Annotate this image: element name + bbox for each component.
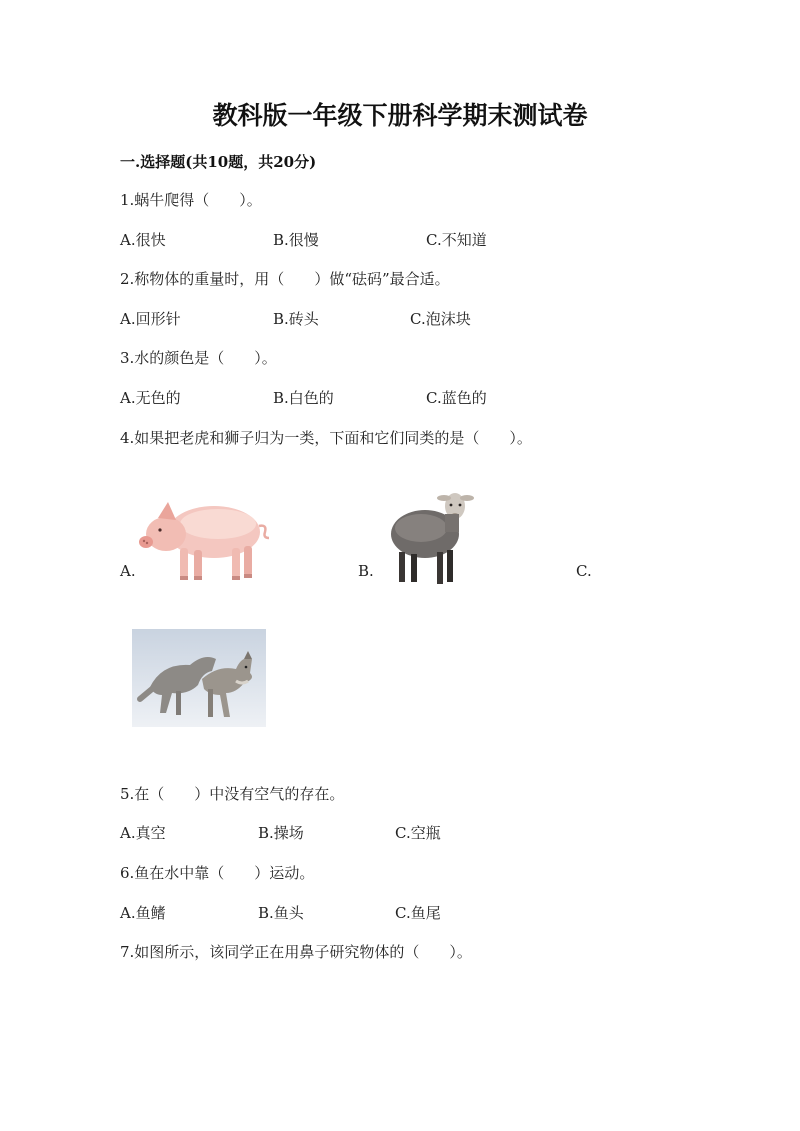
q4-option-c[interactable]: C.	[576, 562, 592, 580]
q5-option-a[interactable]: A.真空	[120, 824, 166, 842]
q6-option-a[interactable]: A.鱼鳍	[120, 904, 166, 922]
page-title: 教科版一年级下册科学期末测试卷	[212, 101, 588, 130]
q3-option-b[interactable]: B.白色的	[273, 389, 334, 407]
q1-option-b[interactable]: B.很慢	[273, 231, 319, 249]
q5-option-b[interactable]: B.操场	[258, 824, 304, 842]
wolves-image[interactable]	[132, 629, 266, 727]
q5-option-c[interactable]: C.空瓶	[395, 824, 441, 842]
question-1: 1.蜗牛爬得（ ）。	[120, 191, 262, 209]
sheep-image[interactable]	[385, 490, 475, 588]
q6-option-c[interactable]: C.鱼尾	[395, 904, 441, 922]
question-6: 6.鱼在水中靠（ ）运动。	[120, 864, 315, 882]
q6-option-b[interactable]: B.鱼头	[258, 904, 304, 922]
q2-option-c[interactable]: C.泡沫块	[410, 310, 471, 328]
question-4: 4.如果把老虎和狮子归为一类，下面和它们同类的是（ ）。	[120, 429, 532, 447]
q1-option-a[interactable]: A.很快	[120, 231, 166, 249]
question-5: 5.在（ ）中没有空气的存在。	[120, 785, 345, 803]
q2-option-a[interactable]: A.回形针	[120, 310, 181, 328]
q3-option-c[interactable]: C.蓝色的	[426, 389, 487, 407]
question-2: 2.称物体的重量时，用（ ）做“砝码”最合适。	[120, 270, 450, 288]
section-heading: 一.选择题(共10题，共20分)	[120, 153, 317, 171]
question-3: 3.水的颜色是（ ）。	[120, 349, 277, 367]
q2-option-b[interactable]: B.砖头	[273, 310, 319, 328]
q1-option-c[interactable]: C.不知道	[426, 231, 487, 249]
q3-option-a[interactable]: A.无色的	[120, 389, 181, 407]
q4-option-a[interactable]: A.	[120, 562, 136, 580]
pig-image[interactable]	[138, 486, 270, 584]
question-7: 7.如图所示，该同学正在用鼻子研究物体的（ ）。	[120, 943, 472, 961]
q4-option-b[interactable]: B.	[358, 562, 374, 580]
